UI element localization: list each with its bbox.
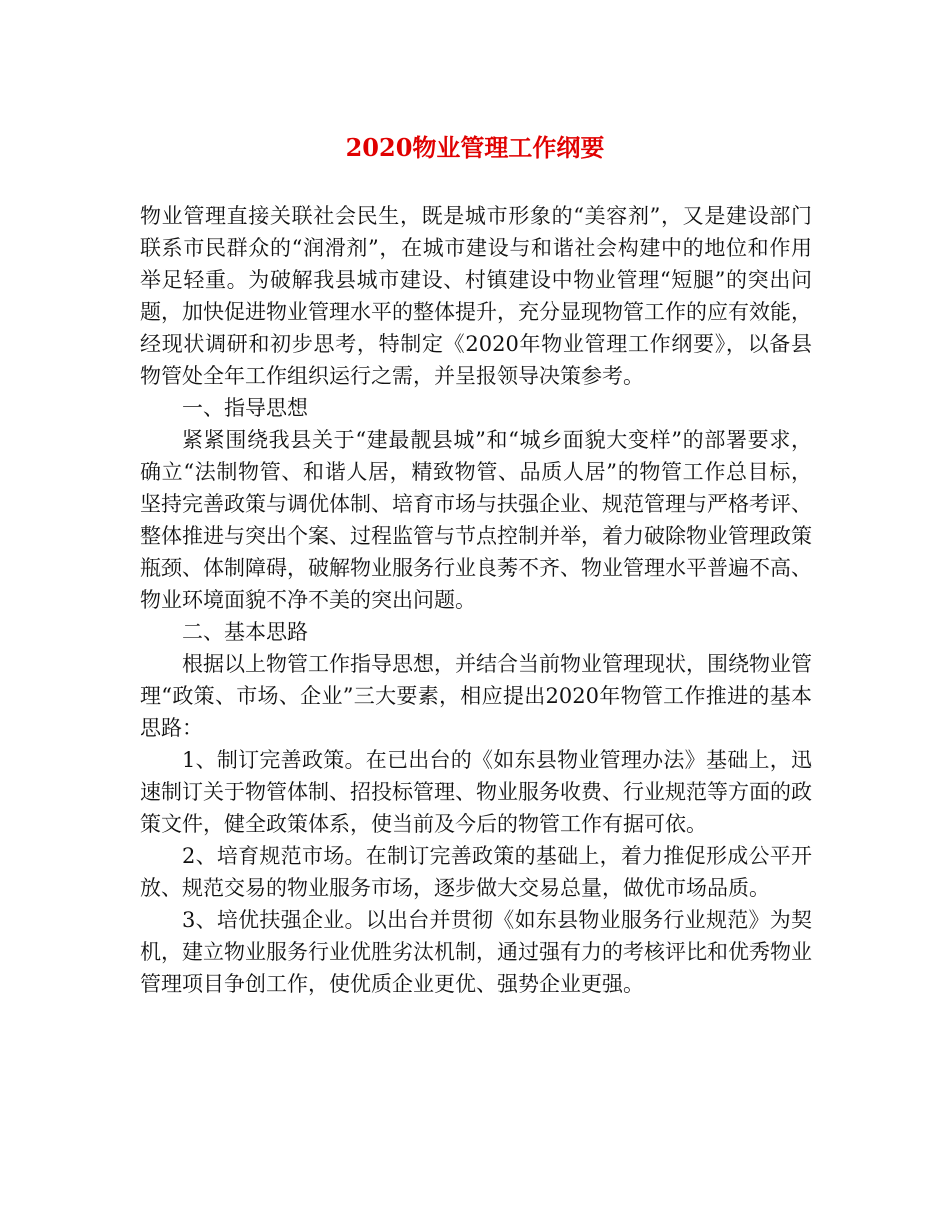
approach-item-policy: 1、制订完善政策。在已出台的《如东县物业管理办法》基础上，迅速制订关于物管体制、招投标管理、物业服务收费、行业规范等方面的政策文件，健全政策体系，使当前及今后的物管工作有据可依。 [140, 748, 812, 836]
section-heading-basic-approach: 二、基本思路 [182, 620, 308, 644]
approach-item-enterprise: 3、培优扶强企业。以出台并贯彻《如东县物业服务行业规范》为契机，建立物业服务行业优胜劣汰机制，通过强有力的考核评比和优秀物业管理项目争创工作，使优质企业更优、强势企业更强。 [140, 908, 812, 996]
intro-paragraph: 物业管理直接关联社会民生，既是城市形象的“美容剂”，又是建设部门联系市民群众的“润滑剂”，在城市建设与和谐社会构建中的地位和作用举足轻重。为破解我县城市建设、村镇建设中物业管理“短腿”的突出问题，加快促进物业管理水平的整体提升，充分显现物管工作的应有效能，经现状调研和初步思考，特制定《2020年物业管理工作纲要》，以备县物管处全年工作组织运行之需，并呈报领导决策参考。 [140, 204, 812, 388]
guiding-ideology-paragraph: 紧紧围绕我县关于“建最靓县城”和“城乡面貌大变样”的部署要求，确立“法制物管、和谐人居，精致物管、品质人居”的物管工作总目标，坚持完善政策与调优体制、培育市场与扶强企业、规范管理与严格考评、整体推进与突出个案、过程监管与节点控制并举，着力破除物业管理政策瓶颈、体制障碍，破解物业服务行业良莠不齐、物业管理水平普遍不高、物业环境面貌不净不美的突出问题。 [140, 428, 812, 612]
basic-approach-paragraph: 根据以上物管工作指导思想，并结合当前物业管理现状，围绕物业管理“政策、市场、企业”三大要素，相应提出2020年物管工作推进的基本思路： [140, 652, 812, 740]
document-title: 2020物业管理工作纲要 [345, 133, 605, 162]
section-heading-guiding-ideology: 一、指导思想 [182, 396, 308, 420]
document-body [140, 200, 812, 1000]
approach-item-market: 2、培育规范市场。在制订完善政策的基础上，着力推促形成公平开放、规范交易的物业服务市场，逐步做大交易总量，做优市场品质。 [140, 844, 812, 900]
